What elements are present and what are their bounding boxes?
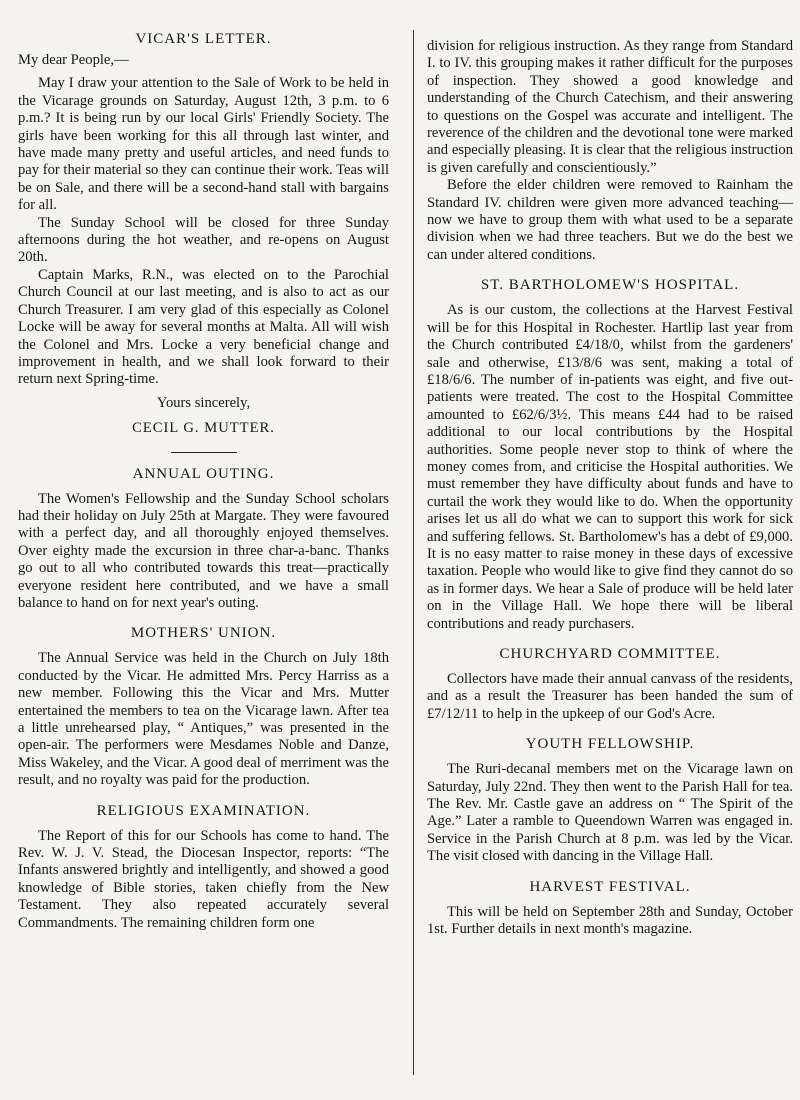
annual-outing-section [18,465,389,613]
harvest-festival-section [427,878,793,939]
examination-paragraph: The Report of this for our Schools has come to hand. The Rev. W. J. V. Stead, the Diocesan Inspector, reports: “The Infants answered brightly and intelligently, and showed a good knowledge of Bible stories, taken chiefly from the New Testament. They also repeated accurately several Commandments. The remaining children form one [18,827,389,931]
youth-fellowship-heading: YOUTH FELLOWSHIP. [525,736,695,753]
left-column [18,30,389,932]
youth-fellowship-paragraph: The Ruri-decanal members met on the Vicarage lawn on Saturday, July 22nd. They then went to the Parish Hall for tea. The Rev. Mr. Castle gave an address on “ The Spirit of the Age.” Later a ramble to Queendown Warren was engaged in. Service in the Parish Church at 8 p.m. was led by the Vicar. The visit closed with dancing in the Village Hall. [427,761,793,865]
letter-paragraph: Captain Marks, R.N., was elected on to the Parochial Church Council at our last meeting, and is also to act as our Church Treasurer. I am very glad of this especially as Colonel Locke will be away for several months at Malta. All will wish the Colonel and Mrs. Locke a very beneficial change and improvement in health, and we shall look forward to their return next Spring-time. [18,266,389,388]
annual-outing-heading: ANNUAL OUTING. [132,465,275,482]
column-rule [413,30,414,1075]
hospital-heading: ST. BARTHOLOMEW'S HOSPITAL. [480,277,740,294]
letter-paragraph: May I draw your attention to the Sale of Work to be held in the Vicarage grounds on Saturday, August 12th, 3 p.m. to 6 p.m.? It is being run by our local Girls' Friendly Society. The girls have been working for this all through last winter, and have made many pretty and useful articles, and need funds to pay for their material so they can continue their work. Teas will be on Sale, and there will be a second-hand stall with bargains for all. [18,75,389,214]
mothers-union-heading: MOTHERS' UNION. [130,625,277,642]
right-column [427,38,793,938]
letter-signature: CECIL G. MUTTER. [132,420,275,437]
hospital-section [427,276,793,633]
youth-fellowship-section [427,735,793,865]
vicars-letter-section [18,30,389,438]
harvest-festival-paragraph: This will be held on September 28th and Sunday, October 1st. Further details in next month's magazine. [427,903,793,938]
churchyard-paragraph: Collectors have made their annual canvass of the residents, and as a result the Treasurer has been handed the sum of £7/12/11 to help in the upkeep of our God's Acre. [427,671,793,722]
examination-continuation: division for religious instruction. As they range from Standard I. to IV. this grouping makes it rather difficult for the purposes of inspection. They showed a good knowledge and understanding of the Church Catechism, and their answering to questions on the Gospel was accurate and intelligent. The reverence of the children and the devotional tone were marked and especially pleasing. It is clear that the religious instruction is given carefully and conscientiously.” [427,38,793,176]
mothers-union-section [18,624,389,789]
vicars-letter-heading: VICAR'S LETTER. [135,31,272,47]
section-divider [171,452,237,453]
harvest-festival-heading: HARVEST FESTIVAL. [529,878,691,895]
examination-continued-section [427,38,793,264]
religious-examination-heading: RELIGIOUS EXAMINATION. [96,802,311,819]
hospital-paragraph: As is our custom, the collections at the Harvest Festival will be for this Hospital in Rochester. Hartlip last year from the Church contributed £4/18/0, whilst from the gardeners' sale and otherwise, £13/8/6 was sent, making a total of £18/6/6. The number of in-patients was eight, and five out-patients were treated. The cost to the Hospital Committee amounted to £62/6/3½. This means £44 had to be raised additional to our local contributions by the Hospital authorities. Some people never stop to think of where the money comes from, and criticise the Hospital authorities. We must remember they have difficulty about funds and have to curtail the work they would like to do. When the opportunity arises let us all do what we can to support this work for sick and suffering fellows. St. Bartholomew's has a debt of £9,000. It is no easy matter to raise money in these days of excessive taxation. People who would like to give find they cannot do so as in former days. We hear a Sale of produce will be held later on in the Village Hall. We hope there will be liberal contributions and ready purchasers. [427,302,793,632]
churchyard-heading: CHURCHYARD COMMITTEE. [499,646,721,662]
religious-examination-section [18,802,389,932]
examination-paragraph-2: Before the elder children were removed to Rainham the Standard IV. children were given more advanced teaching—now we have to group them with what used to be a separate division when we had three teachers. But we do the best we can under altered conditions. [427,177,793,263]
letter-paragraph: The Sunday School will be closed for three Sunday afternoons during the hot weather, and re-opens on August 20th. [18,214,389,266]
mothers-union-paragraph: The Annual Service was held in the Church on July 18th conducted by the Vicar. He admitted Mrs. Percy Harriss as a new member. Following this the Vicar and Mrs. Mutter entertained the members to tea on the Vicarage lawn. After tea a little unrehearsed play, “ Antiques,” was presented in the open-air. The performers were Mesdames Noble and Danze, Miss Wakeley, and the Vicar. A good deal of merriment was the result, and no royalty was paid for the production. [18,650,389,789]
letter-closing: Yours sincerely, [156,394,251,411]
letter-greeting: My dear People,— [18,52,129,68]
outing-paragraph: The Women's Fellowship and the Sunday School scholars had their holiday on July 25th at Margate. They were favoured with a perfect day, and all thoroughly enjoyed themselves. Over eighty made the excursion in three char-a-banc. Thanks go out to all who contributed towards this treat—practically everyone resident here contributed, and we have a small balance to hand on for next year's outing. [18,490,389,611]
churchyard-section [427,645,793,723]
